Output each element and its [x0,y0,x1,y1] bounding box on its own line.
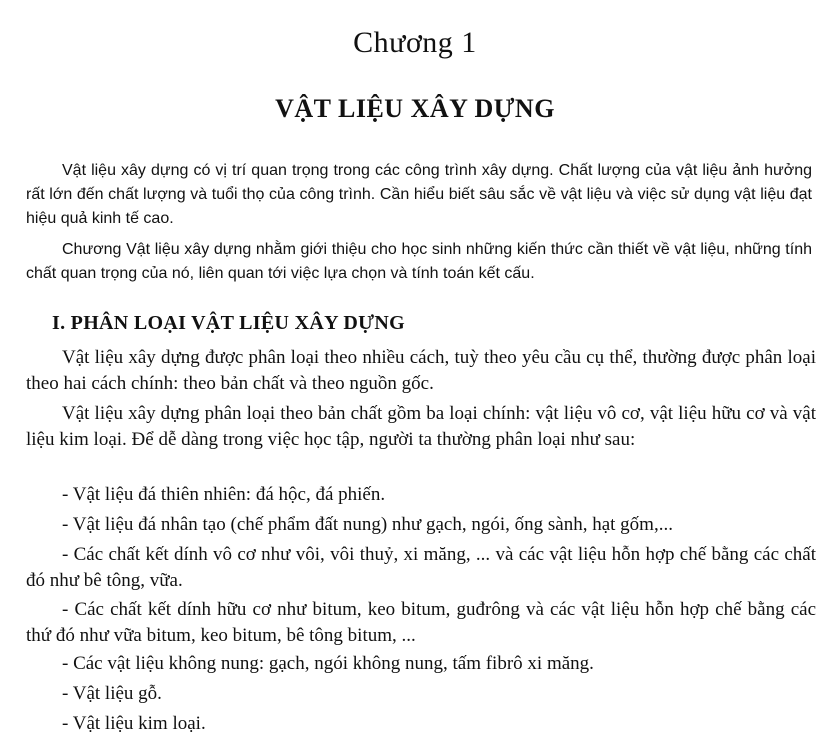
body-paragraph-2: Vật liệu xây dựng phân loại theo bản chất gồm ba loại chính: vật liệu vô cơ, vật liệu hữu cơ và vật liệu kim loại. Để dễ dàng trong việc học tập, người ta thường phân loại như sau: [26,403,816,450]
intro-paragraph-1: Vật liệu xây dựng có vị trí quan trọng trong các công trình xây dựng. Chất lượng của vật liệu ảnh hưởng rất lớn đến chất lượng và tuổi thọ của công trình. Cần hiểu biết sâu sắc về vật liệu và việc sử dụng vật liệu đạt hiệu quả kinh tế cao. [26,162,812,227]
chapter-title: VẬT LIỆU XÂY DỰNG [275,94,555,123]
list-item: - Các vật liệu không nung: gạch, ngói không nung, tấm fibrô xi măng. [62,653,594,674]
list-item: - Vật liệu đá nhân tạo (chế phẩm đất nung) như gạch, ngói, ống sành, hạt gốm,... [62,514,673,535]
list-item: - Vật liệu kim loại. [62,713,206,734]
list-item: - Vật liệu gỗ. [62,683,162,704]
list-item: - Các chất kết dính hữu cơ như bitum, keo bitum, guđrông và các vật liệu hỗn hợp chế bằng các thứ đó như vữa bitum, keo bitum, bê tông bitum, ... [26,599,816,646]
chapter-label: Chương 1 [353,26,477,59]
list-item: - Các chất kết dính vô cơ như vôi, vôi thuỷ, xi măng, ... và các vật liệu hỗn hợp chế bằng các chất đó như bê tông, vữa. [26,544,816,591]
section-heading: I. PHÂN LOẠI VẬT LIỆU XÂY DỰNG [52,312,405,334]
list-item: - Vật liệu đá thiên nhiên: đá hộc, đá phiến. [62,484,386,505]
body-paragraph-1: Vật liệu xây dựng được phân loại theo nhiều cách, tuỳ theo yêu cầu cụ thể, thường được phân loại theo hai cách chính: theo bản chất và theo nguồn gốc. [26,347,816,394]
intro-paragraph-2: Chương Vật liệu xây dựng nhằm giới thiệu cho học sinh những kiến thức cần thiết về vật liệu, những tính chất quan trọng của nó, liên quan tới việc lựa chọn và tính toán kết cấu. [26,241,812,282]
